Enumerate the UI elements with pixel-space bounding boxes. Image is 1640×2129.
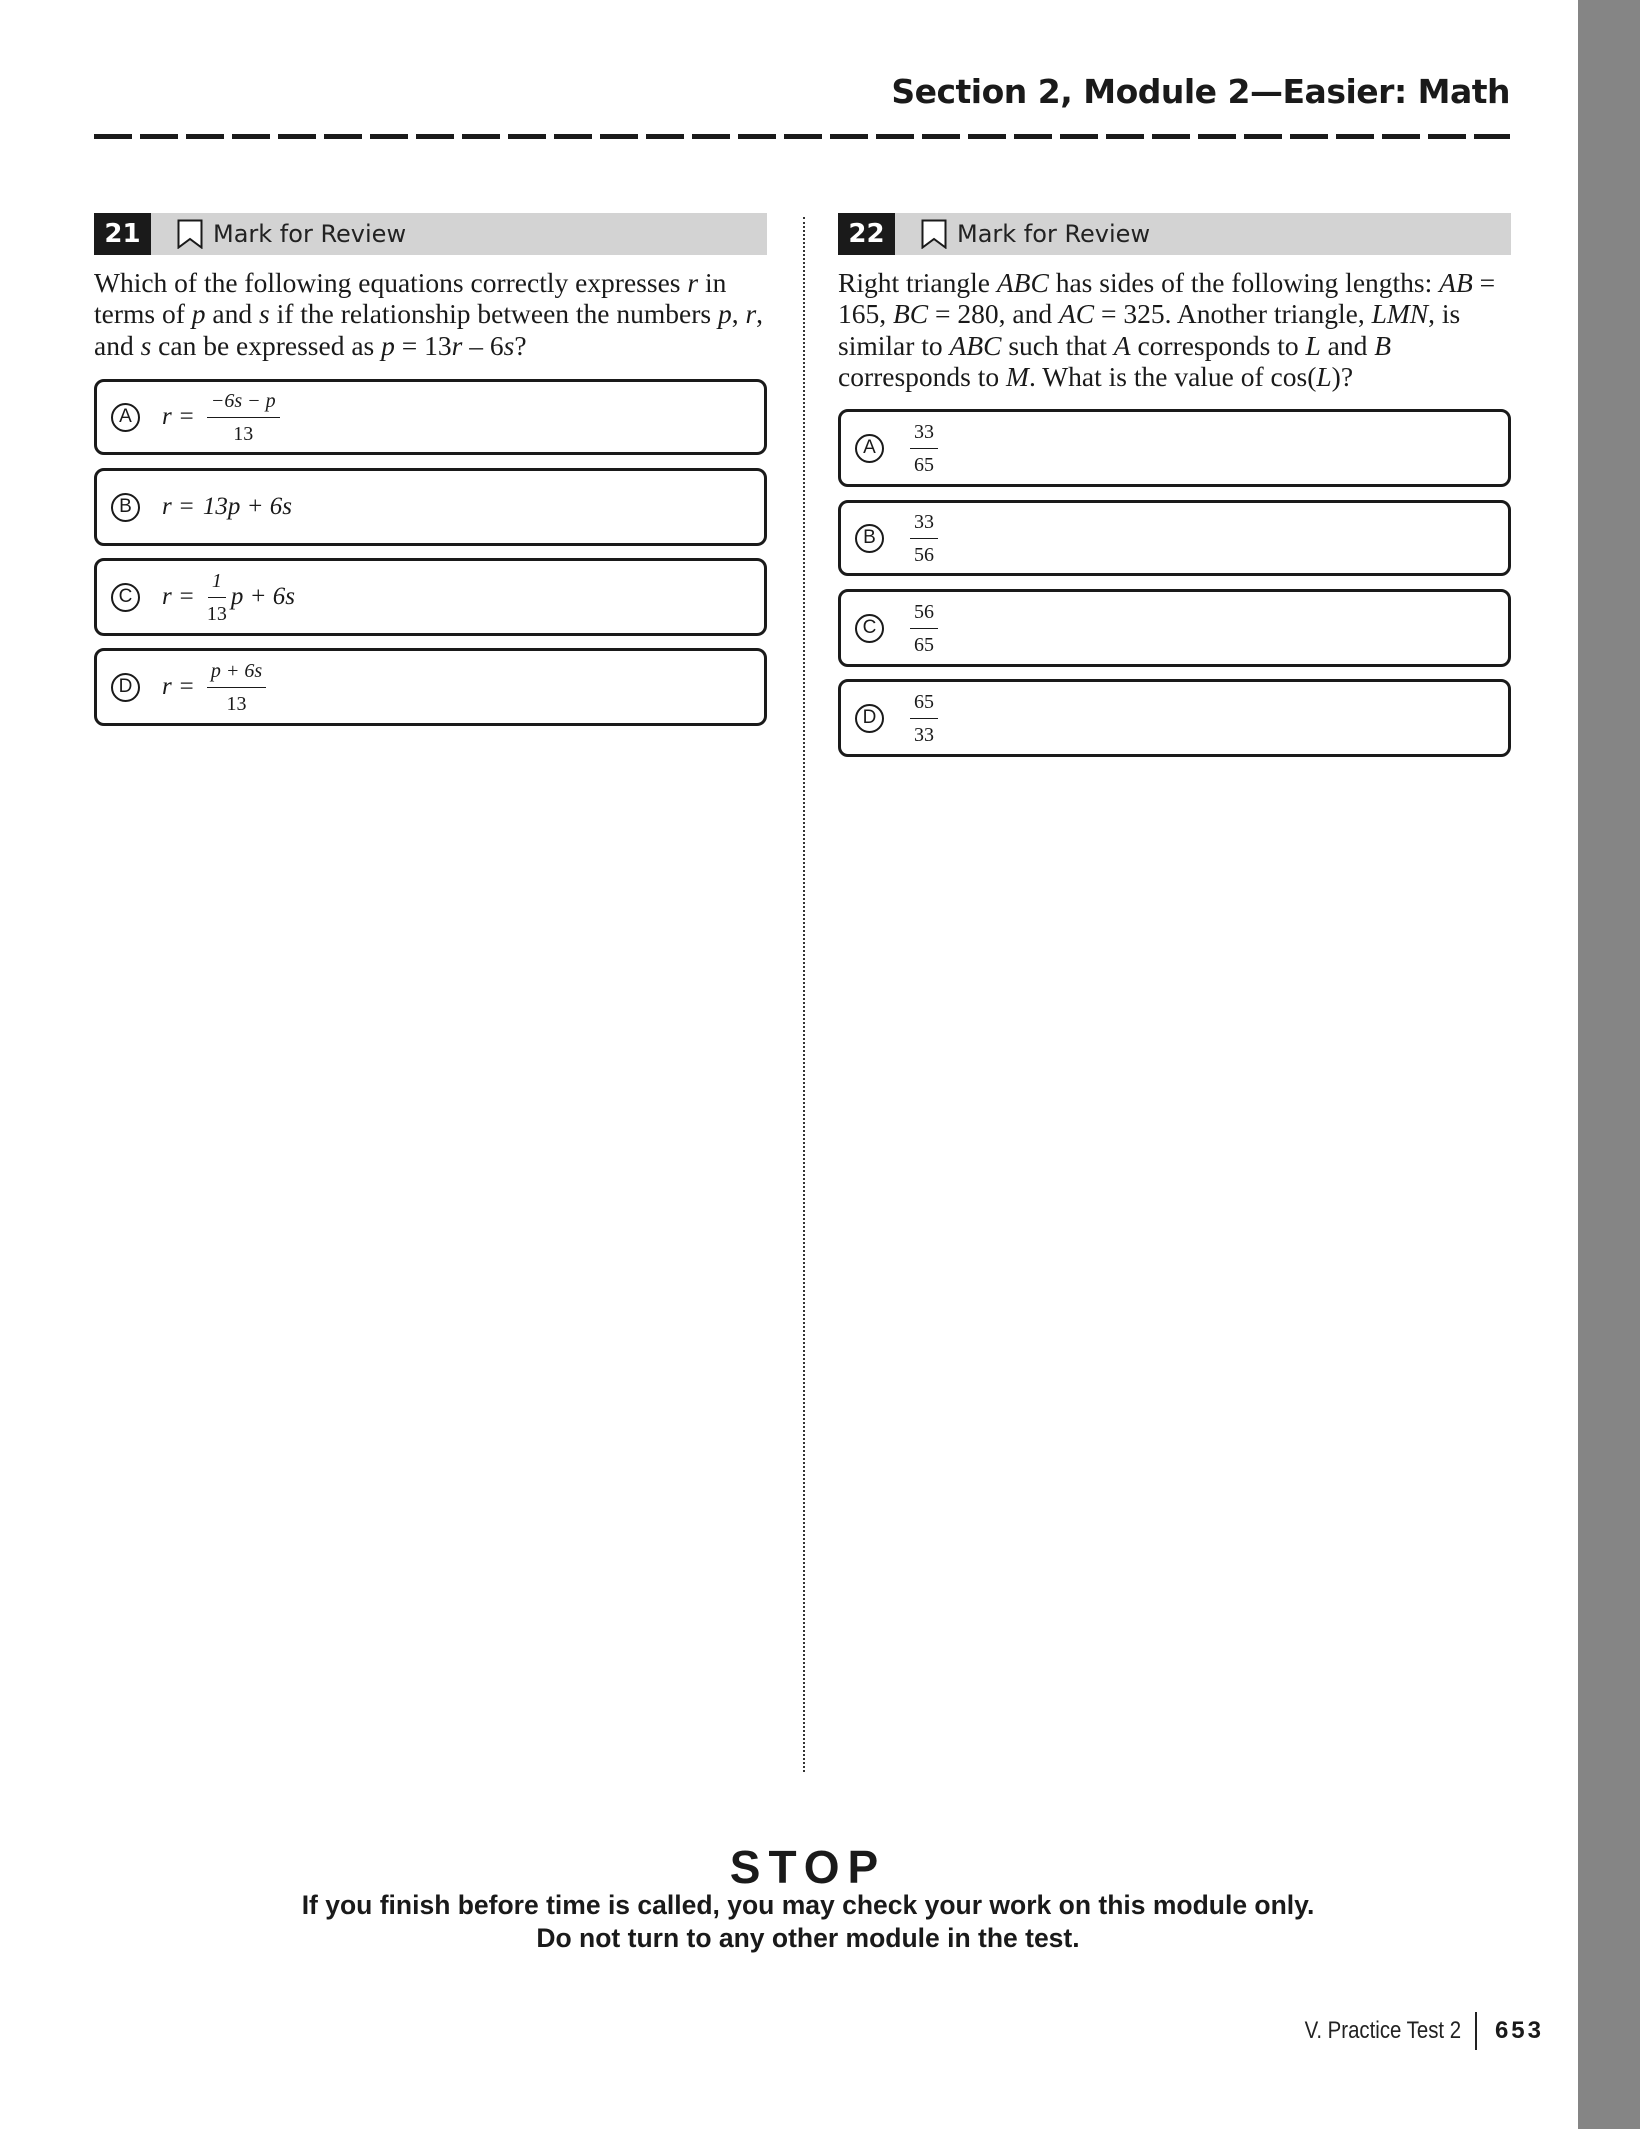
math-variable: s	[258, 298, 270, 330]
answer-option-a[interactable]	[838, 409, 1511, 487]
fraction-denominator: 56	[914, 543, 934, 566]
text-segment: )?	[1331, 360, 1354, 392]
fraction	[207, 569, 227, 626]
question-number: 22	[838, 213, 895, 255]
footer-separator	[1475, 2012, 1477, 2050]
text-segment: can be expressed as	[151, 329, 382, 361]
math-variable: r	[745, 298, 757, 330]
math-variable: ABC	[996, 267, 1049, 298]
page-footer	[1277, 2012, 1544, 2050]
equation-lhs: r =	[162, 493, 195, 520]
math-variable: AB	[1439, 267, 1473, 298]
question-21	[94, 213, 767, 715]
fraction-numerator: 56	[910, 600, 938, 629]
mark-for-review-label[interactable]: Mark for Review	[957, 220, 1151, 248]
answer-option-b[interactable]	[838, 500, 1511, 576]
text-segment: – 6	[462, 329, 504, 361]
section-title: Section 2, Module 2—Easier: Math	[891, 72, 1510, 111]
option-math	[162, 659, 270, 716]
math-variable: LMN	[1371, 298, 1429, 330]
option-math	[162, 569, 295, 626]
answer-option-d[interactable]	[838, 679, 1511, 757]
stop-instruction-1: If you finish before time is called, you may check your work on this module only.	[301, 1890, 1315, 1920]
bookmark-icon[interactable]	[177, 219, 203, 249]
math-variable: p	[717, 298, 732, 330]
answer-option-a[interactable]	[94, 379, 767, 455]
option-letter-c: C	[855, 614, 884, 643]
math-variable: p	[191, 298, 206, 330]
equation-rhs: 13p + 6s	[202, 493, 292, 520]
text-segment: , and	[94, 298, 764, 361]
mark-for-review-label[interactable]: Mark for Review	[213, 220, 407, 248]
text-segment: has sides of the following lengths:	[1048, 267, 1440, 298]
answer-option-d[interactable]	[94, 648, 767, 726]
text-segment: in terms of	[94, 267, 727, 330]
fraction-denominator: 65	[914, 453, 934, 476]
fraction	[910, 600, 938, 657]
option-letter-a: A	[111, 403, 140, 432]
fraction-numerator: 1	[208, 569, 226, 598]
text-segment: Which of the following equations correctly expresses	[94, 267, 688, 298]
math-variable: B	[1374, 329, 1392, 361]
text-segment: = 165,	[838, 267, 1496, 330]
fraction-denominator: 13	[226, 692, 247, 715]
math-variable: r	[687, 267, 699, 298]
option-letter-a: A	[855, 434, 884, 463]
question-text	[838, 267, 1511, 392]
option-math	[162, 389, 284, 446]
fraction-denominator: 13	[233, 422, 254, 445]
text-segment: ?	[514, 329, 527, 361]
answer-option-b[interactable]	[94, 468, 767, 546]
text-segment: and	[205, 298, 259, 330]
text-segment: = 280, and	[928, 298, 1059, 330]
fraction-denominator: 13	[206, 602, 227, 625]
fraction-denominator: 33	[914, 723, 934, 746]
fraction	[207, 659, 266, 716]
equation-lhs: r =	[162, 673, 195, 700]
dashed-divider	[94, 134, 1510, 139]
text-segment: and	[1320, 329, 1375, 361]
fraction	[910, 510, 938, 567]
stop-heading: STOP	[729, 1841, 887, 1893]
option-letter-b: B	[855, 524, 884, 553]
math-variable: ABC	[949, 329, 1002, 361]
page-number: 653	[1494, 2017, 1544, 2044]
fraction-numerator: 33	[910, 510, 938, 539]
text-segment: . What is the value of cos(	[1028, 360, 1317, 392]
math-variable: BC	[893, 298, 929, 330]
answer-option-c[interactable]	[838, 589, 1511, 667]
question-header	[94, 213, 767, 255]
equation-lhs: r =	[162, 403, 195, 430]
option-letter-b: B	[111, 493, 140, 522]
fraction-numerator: 33	[910, 420, 938, 449]
text-segment: corresponds to	[1130, 329, 1306, 361]
text-segment: = 13	[394, 329, 452, 361]
fraction-numerator: p + 6s	[207, 659, 266, 688]
fraction-denominator: 65	[914, 633, 934, 656]
page-edge-bar	[1578, 0, 1640, 2129]
option-letter-d: D	[855, 704, 884, 733]
text-segment: such that	[1001, 329, 1114, 361]
text-segment: ,	[731, 298, 746, 330]
math-variable: M	[1006, 360, 1029, 392]
option-math	[906, 420, 942, 477]
option-math	[906, 600, 942, 657]
fraction	[910, 420, 938, 477]
text-segment: = 325. Another triangle,	[1094, 298, 1372, 330]
math-variable: L	[1316, 360, 1332, 392]
option-math	[906, 510, 942, 567]
option-math	[162, 493, 292, 521]
question-22	[838, 213, 1511, 746]
text-segment: , is similar to	[838, 298, 1461, 361]
option-letter-c: C	[111, 583, 140, 612]
text-segment: Right triangle	[838, 267, 997, 298]
question-number: 21	[94, 213, 151, 255]
equation-lhs: r =	[162, 583, 195, 610]
equation-tail: p + 6s	[230, 583, 295, 610]
answer-option-c[interactable]	[94, 558, 767, 636]
option-math	[906, 690, 942, 747]
text-segment: if the relationship between the numbers	[269, 298, 718, 330]
fraction	[910, 690, 938, 747]
option-letter-d: D	[111, 673, 140, 702]
math-variable: L	[1305, 329, 1321, 361]
footer-section: V. Practice Test 2	[1304, 2017, 1461, 2044]
question-text	[94, 267, 767, 361]
question-header	[838, 213, 1511, 255]
math-variable: A	[1113, 329, 1131, 361]
fraction	[207, 389, 280, 446]
bookmark-icon[interactable]	[921, 219, 947, 249]
math-variable: s	[140, 329, 152, 361]
math-variable: p	[381, 329, 395, 361]
text-segment: corresponds to	[838, 360, 1007, 392]
column-divider	[803, 217, 805, 1772]
fraction-numerator: 65	[910, 690, 938, 719]
math-variable: s	[503, 329, 515, 361]
fraction-numerator: −6s − p	[207, 389, 280, 418]
math-variable: AC	[1058, 298, 1095, 330]
math-variable: r	[451, 329, 463, 361]
stop-instruction-2: Do not turn to any other module in the test.	[536, 1923, 1080, 1953]
